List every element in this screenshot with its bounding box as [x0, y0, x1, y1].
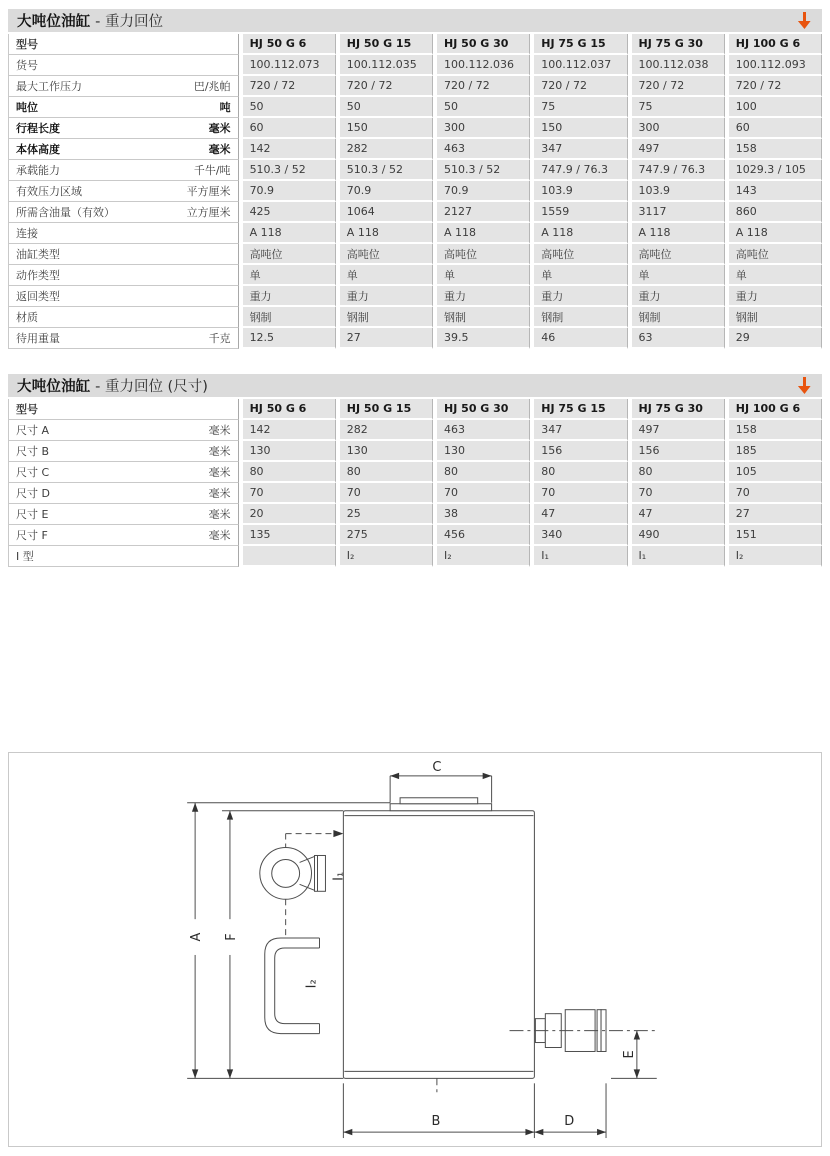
cell-value: 70 [725, 483, 822, 504]
cell-value: 高吨位 [239, 244, 336, 265]
row-label [9, 223, 239, 244]
cell-value: 158 [725, 139, 822, 160]
dim-label-E: E [621, 1050, 637, 1059]
cell-value: 130 [336, 441, 433, 462]
cell-value: 50 [336, 97, 433, 118]
cell-value: 50 [433, 97, 530, 118]
cell-value: 510.3 / 52 [239, 160, 336, 181]
row-label-text: 连接 [16, 227, 38, 240]
row-unit: 立方厘米 [186, 206, 231, 219]
cell-value [239, 546, 336, 567]
cell-value: 70 [239, 483, 336, 504]
section-2-subtitle: - 重力回位 (尺寸) [90, 379, 208, 395]
cell-value: 130 [433, 441, 530, 462]
cell-value: 单 [628, 265, 725, 286]
cylinder-drawing [9, 753, 821, 1146]
dim-label-A: A [189, 932, 205, 942]
cell-value: 100.112.038 [628, 55, 725, 76]
section-2-title: 大吨位油缸 [17, 379, 91, 395]
cell-value: 70 [530, 483, 627, 504]
cell-value: 80 [530, 462, 627, 483]
saddle-top [400, 798, 478, 804]
cell-value: 300 [628, 118, 725, 139]
cell-value: 高吨位 [433, 244, 530, 265]
cell-value: 80 [336, 462, 433, 483]
cell-value: 347 [530, 139, 627, 160]
cell-value: 347 [530, 420, 627, 441]
row-label-text: 所需含油量（有效） [16, 206, 115, 219]
row-label-text: 尺寸 F [16, 529, 48, 542]
cell-value: 1029.3 / 105 [725, 160, 822, 181]
cell-value: 425 [239, 202, 336, 223]
cell-value: 38 [433, 504, 530, 525]
cylinder-dimension-diagram [8, 752, 822, 1147]
cell-value: 80 [628, 462, 725, 483]
row-label [9, 328, 239, 349]
cell-value: 158 [725, 420, 822, 441]
dimension-C [390, 760, 491, 803]
row-unit: 吨 [219, 101, 231, 114]
cell-value: 70.9 [239, 181, 336, 202]
row-label [9, 546, 239, 567]
cell-value: 3117 [628, 202, 725, 223]
table-row [9, 546, 822, 567]
column-header: HJ 75 G 15 [530, 399, 627, 420]
row-label-text: 吨位 [16, 101, 38, 114]
table-row [9, 462, 822, 483]
row-label-text: I 型 [16, 550, 34, 563]
cell-value: 103.9 [628, 181, 725, 202]
row-label [9, 202, 239, 223]
cell-value: 60 [725, 118, 822, 139]
table-row [9, 97, 822, 118]
dimension-B [343, 1083, 534, 1138]
row-label [9, 160, 239, 181]
cell-value: I₂ [336, 546, 433, 567]
table-row [9, 244, 822, 265]
cell-value: 20 [239, 504, 336, 525]
row-unit: 毫米 [208, 529, 231, 542]
cell-value: 100.112.036 [433, 55, 530, 76]
cell-value: 单 [433, 265, 530, 286]
table-row [9, 525, 822, 546]
cell-value: 单 [336, 265, 433, 286]
table-row [9, 160, 822, 181]
row-label-text: 材质 [16, 311, 38, 324]
dim-label-B: B [431, 1114, 441, 1130]
cell-value: I₁ [628, 546, 725, 567]
cell-value: 510.3 / 52 [336, 160, 433, 181]
dim-label-F: F [223, 933, 239, 941]
column-header: HJ 75 G 30 [628, 34, 725, 55]
row-label [9, 139, 239, 160]
column-header: HJ 50 G 15 [336, 34, 433, 55]
cell-value: 50 [239, 97, 336, 118]
cell-value: 100.112.093 [725, 55, 822, 76]
cell-value: 60 [239, 118, 336, 139]
row-label [9, 181, 239, 202]
cell-value: 100.112.037 [530, 55, 627, 76]
row-unit: 毫米 [208, 424, 231, 437]
cell-value: 39.5 [433, 328, 530, 349]
cell-value: 29 [725, 328, 822, 349]
cell-value: 151 [725, 525, 822, 546]
dim-label-D: D [564, 1114, 575, 1130]
cell-value: 高吨位 [530, 244, 627, 265]
cell-value: I₁ [530, 546, 627, 567]
cell-value: 142 [239, 420, 336, 441]
cell-value: 单 [239, 265, 336, 286]
leader-arrow [286, 830, 344, 850]
cell-value: 单 [530, 265, 627, 286]
cell-value: 重力 [725, 286, 822, 307]
cell-value: 105 [725, 462, 822, 483]
table-row [9, 307, 822, 328]
cell-value: 47 [628, 504, 725, 525]
column-header: HJ 50 G 30 [433, 34, 530, 55]
column-header: HJ 75 G 15 [530, 34, 627, 55]
row-unit: 毫米 [208, 445, 231, 458]
cell-value: 27 [336, 328, 433, 349]
row-label [9, 55, 239, 76]
cell-value: 150 [336, 118, 433, 139]
cell-value: 510.3 / 52 [433, 160, 530, 181]
cell-value: A 118 [725, 223, 822, 244]
row-label [9, 97, 239, 118]
row-unit: 毫米 [208, 122, 231, 135]
cell-value: 47 [530, 504, 627, 525]
table-row [9, 76, 822, 97]
table-row [9, 286, 822, 307]
row-unit: 毫米 [208, 466, 231, 479]
row-label [9, 525, 239, 546]
table-row [9, 202, 822, 223]
row-unit: 千克 [208, 332, 231, 345]
cell-value: 高吨位 [336, 244, 433, 265]
cell-value: 1064 [336, 202, 433, 223]
cell-value: 钢制 [530, 307, 627, 328]
cell-value: I₂ [725, 546, 822, 567]
cell-value: 重力 [239, 286, 336, 307]
column-header: HJ 75 G 30 [628, 399, 725, 420]
cell-value: 156 [530, 441, 627, 462]
column-header: HJ 50 G 15 [336, 399, 433, 420]
cell-value: 497 [628, 139, 725, 160]
table-row [9, 328, 822, 349]
section-2-title-bar [8, 374, 822, 397]
row-label [9, 307, 239, 328]
table-row [9, 483, 822, 504]
cell-value: 70.9 [336, 181, 433, 202]
header-row [9, 399, 822, 420]
down-arrow-icon[interactable] [796, 376, 813, 395]
row-label [9, 462, 239, 483]
row-label [9, 504, 239, 525]
cell-value: 135 [239, 525, 336, 546]
row-label-text: 尺寸 D [16, 487, 50, 500]
spec-table-dimensions [8, 399, 822, 567]
down-arrow-icon[interactable] [796, 11, 813, 30]
row-label [9, 483, 239, 504]
row-label [9, 420, 239, 441]
dimension-E [611, 1031, 657, 1079]
section-1-title-bar [8, 9, 822, 32]
cell-value: 25 [336, 504, 433, 525]
cell-value: 钢制 [336, 307, 433, 328]
cell-value: 70.9 [433, 181, 530, 202]
table-row [9, 441, 822, 462]
table-row [9, 139, 822, 160]
saddle-plate [390, 804, 491, 811]
row-label-text: 油缸类型 [16, 248, 60, 261]
cell-value: 75 [530, 97, 627, 118]
table-row [9, 55, 822, 76]
table-row [9, 420, 822, 441]
cell-value: A 118 [433, 223, 530, 244]
cell-value: 70 [433, 483, 530, 504]
row-label-text: 尺寸 E [16, 508, 49, 521]
cylinder-body [343, 798, 534, 1079]
cell-value: 720 / 72 [725, 76, 822, 97]
row-label-text: 货号 [16, 59, 38, 72]
row-label-text: 承载能力 [16, 164, 60, 177]
cell-value: 单 [725, 265, 822, 286]
row-label-text: 行程长度 [16, 122, 60, 135]
table-row [9, 504, 822, 525]
cell-value: 720 / 72 [628, 76, 725, 97]
cell-value: 70 [336, 483, 433, 504]
cell-value: 46 [530, 328, 627, 349]
row-label [9, 441, 239, 462]
cell-value: 高吨位 [628, 244, 725, 265]
cell-value: A 118 [239, 223, 336, 244]
row-unit: 平方厘米 [186, 185, 231, 198]
cell-value: 300 [433, 118, 530, 139]
row-label [9, 265, 239, 286]
column-header: HJ 100 G 6 [725, 34, 822, 55]
row-label [9, 118, 239, 139]
cell-value: 463 [433, 420, 530, 441]
cell-value: 100.112.073 [239, 55, 336, 76]
table-row [9, 118, 822, 139]
dimension-D [534, 1083, 606, 1138]
cell-value: 12.5 [239, 328, 336, 349]
cell-value: I₂ [433, 546, 530, 567]
cell-value: 钢制 [725, 307, 822, 328]
row-label-text: 本体高度 [16, 143, 60, 156]
cell-value: 1559 [530, 202, 627, 223]
cell-value: 63 [628, 328, 725, 349]
cell-value: 456 [433, 525, 530, 546]
cell-value: 钢制 [433, 307, 530, 328]
cell-value: 143 [725, 181, 822, 202]
cell-value: 27 [725, 504, 822, 525]
dim-label-I2: I₂ [304, 979, 320, 989]
carry-handle [265, 938, 320, 1034]
row-unit: 巴/兆帕 [193, 80, 231, 93]
cell-value: A 118 [530, 223, 627, 244]
cell-value: 100 [725, 97, 822, 118]
cell-value: 80 [433, 462, 530, 483]
column-header-model: 型号 [9, 399, 239, 420]
column-header: HJ 100 G 6 [725, 399, 822, 420]
cell-value: 497 [628, 420, 725, 441]
cell-value: 747.9 / 76.3 [530, 160, 627, 181]
cell-value: 重力 [530, 286, 627, 307]
cell-value: 860 [725, 202, 822, 223]
row-label-text: 动作类型 [16, 269, 60, 282]
cell-value: 150 [530, 118, 627, 139]
column-header-model: 型号 [9, 34, 239, 55]
cell-value: 720 / 72 [336, 76, 433, 97]
cell-value: 重力 [628, 286, 725, 307]
dim-label-C: C [432, 759, 442, 775]
cell-value: 80 [239, 462, 336, 483]
cell-value: 70 [628, 483, 725, 504]
row-label-text: 尺寸 A [16, 424, 50, 437]
row-label-text: 返回类型 [16, 290, 60, 303]
cell-value: 重力 [336, 286, 433, 307]
lifting-eye [260, 848, 347, 937]
cell-value: 340 [530, 525, 627, 546]
cell-value: 156 [628, 441, 725, 462]
cell-value: 重力 [433, 286, 530, 307]
dim-label-I1: I₁ [331, 871, 347, 881]
cell-value: 720 / 72 [530, 76, 627, 97]
cell-value: 142 [239, 139, 336, 160]
cell-value: 463 [433, 139, 530, 160]
cell-value: 75 [628, 97, 725, 118]
cell-value: A 118 [628, 223, 725, 244]
table-row [9, 265, 822, 286]
row-unit: 毫米 [208, 508, 231, 521]
row-label-text: 待用重量 [16, 332, 60, 345]
row-label-text: 尺寸 C [16, 466, 50, 479]
row-label-text: 有效压力区域 [16, 185, 82, 198]
cell-value: 747.9 / 76.3 [628, 160, 725, 181]
column-header: HJ 50 G 6 [239, 34, 336, 55]
table-row [9, 181, 822, 202]
cell-value: 钢制 [239, 307, 336, 328]
cell-value: 282 [336, 420, 433, 441]
row-label [9, 244, 239, 265]
row-unit: 千牛/吨 [193, 164, 231, 177]
header-row [9, 34, 822, 55]
row-label-text: 最大工作压力 [16, 80, 82, 93]
cell-value: 720 / 72 [433, 76, 530, 97]
cell-value: 282 [336, 139, 433, 160]
cell-value: 130 [239, 441, 336, 462]
cell-value: 高吨位 [725, 244, 822, 265]
cell-value: 275 [336, 525, 433, 546]
column-header: HJ 50 G 30 [433, 399, 530, 420]
cell-value: 103.9 [530, 181, 627, 202]
column-header: HJ 50 G 6 [239, 399, 336, 420]
cell-value: A 118 [336, 223, 433, 244]
row-label [9, 286, 239, 307]
cell-value: 185 [725, 441, 822, 462]
cell-value: 100.112.035 [336, 55, 433, 76]
cell-value: 490 [628, 525, 725, 546]
cell-value: 2127 [433, 202, 530, 223]
table-row [9, 223, 822, 244]
section-1-title: 大吨位油缸 [17, 14, 91, 30]
row-label-text: 尺寸 B [16, 445, 50, 458]
row-label [9, 76, 239, 97]
cell-value: 720 / 72 [239, 76, 336, 97]
cell-value: 钢制 [628, 307, 725, 328]
section-1-subtitle: - 重力回位 [90, 14, 163, 30]
row-unit: 毫米 [208, 487, 231, 500]
spec-table-main [8, 34, 822, 349]
row-unit: 毫米 [208, 143, 231, 156]
